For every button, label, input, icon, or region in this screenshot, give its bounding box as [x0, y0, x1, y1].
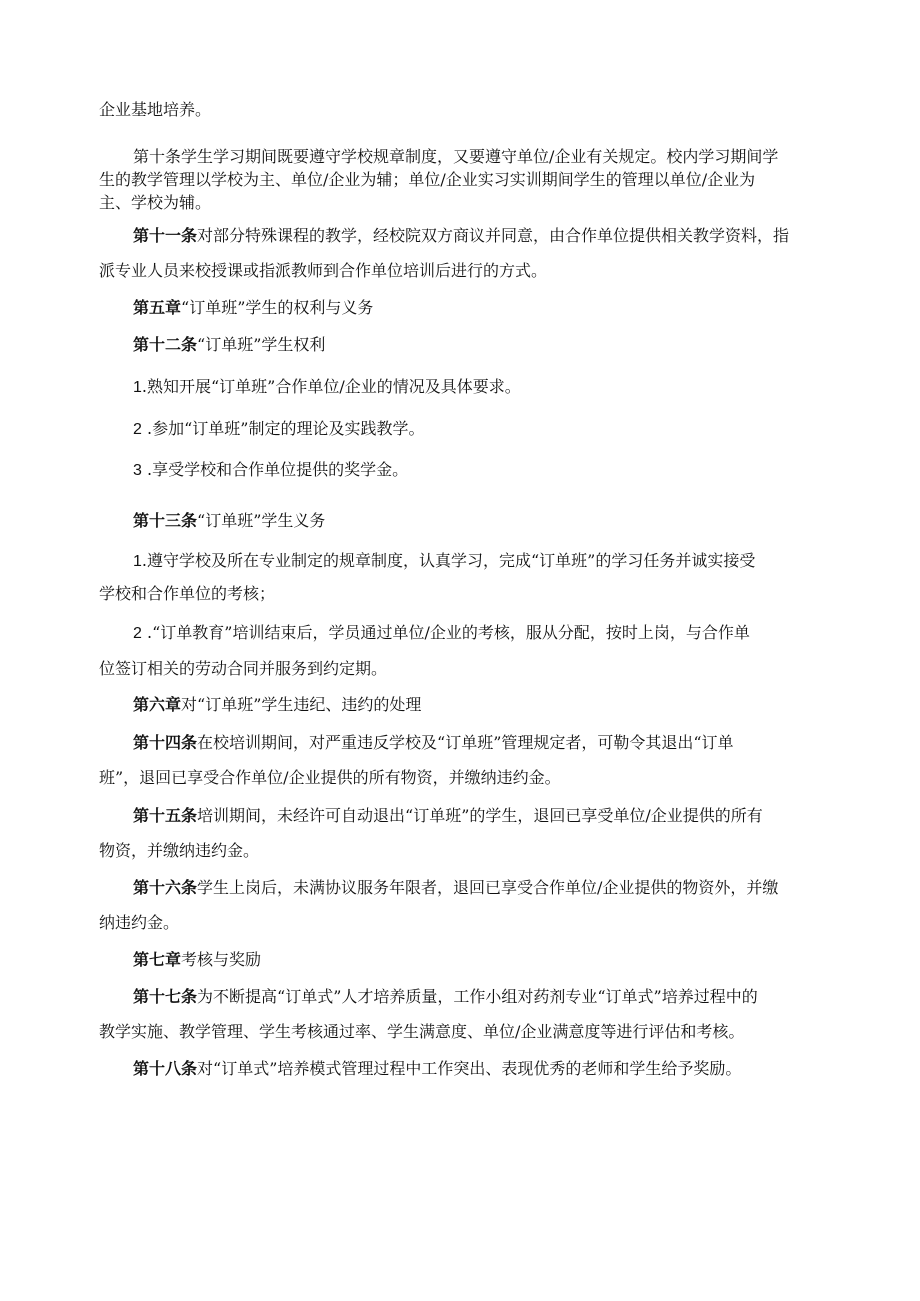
- text: 物资，并缴纳违约金。: [99, 841, 260, 860]
- article-15-line-1: [133, 806, 763, 826]
- text: .“订单教育”培训结束后，学员通过单位/企业的考核，服从分配，按时上岗，与合作单: [147, 623, 750, 642]
- chapter-5-heading: [133, 298, 373, 318]
- text: “订单班”学生的权利与义务: [181, 298, 374, 317]
- article-17-line-1: [133, 987, 758, 1007]
- chapter-label: 第五章: [133, 298, 182, 317]
- article-17-line-2: [99, 1022, 744, 1042]
- article-label: 第十五条: [133, 806, 198, 825]
- text: .遵守学校及所在专业制定的规章制度，认真学习，完成“订单班”的学习任务并诚实接受: [141, 551, 756, 570]
- chapter-6-heading: [133, 695, 421, 715]
- text: 班”，退回已享受合作单位/企业提供的所有物资，并缴纳违约金。: [99, 768, 561, 787]
- list-number: 2: [133, 421, 142, 438]
- text: 考核与奖励: [181, 950, 262, 969]
- text: .享受学校和合作单位提供的奖学金。: [147, 460, 409, 479]
- text: .熟知开展“订单班”合作单位/企业的情况及具体要求。: [141, 377, 521, 396]
- article-14-line-2: [99, 768, 561, 788]
- article-label: 第十七条: [133, 987, 198, 1006]
- article-13-heading: [133, 511, 325, 531]
- text: 对“订单班”学生违纪、违约的处理: [181, 695, 422, 714]
- paragraph-continuation: [99, 100, 211, 120]
- article-14-line-1: [133, 733, 734, 753]
- article-15-line-2: [99, 841, 259, 861]
- rights-item-1: [133, 377, 521, 398]
- article-label: 第十四条: [133, 733, 198, 752]
- chapter-label: 第七章: [133, 950, 182, 969]
- text: “订单班”学生义务: [197, 511, 326, 530]
- duty-item-2-line-1: [133, 623, 750, 644]
- article-10-line-3: [99, 193, 211, 213]
- text: .参加“订单班”制定的理论及实践教学。: [147, 419, 425, 438]
- article-10-line-2: [99, 170, 755, 190]
- duty-item-2-line-2: [99, 659, 387, 679]
- text: 第十条学生学习期间既要遵守学校规章制度，又要遵守单位/企业有关规定。校内学习期间学: [133, 147, 779, 166]
- list-number: 1: [133, 553, 142, 570]
- rights-item-3: [133, 460, 408, 481]
- article-label: 第十六条: [133, 878, 198, 897]
- text: 在校培训期间，对严重违反学校及“订单班”管理规定者，可勒令其退出“订单: [197, 733, 734, 752]
- article-label: 第十二条: [133, 335, 198, 354]
- article-label: 第十八条: [133, 1059, 198, 1078]
- text: 生的教学管理以学校为主、单位/企业为辅；单位/企业实习实训期间学生的管理以单位/企业为: [99, 170, 756, 189]
- text: 学校和合作单位的考核；: [99, 584, 276, 603]
- article-11-line-2: [99, 261, 547, 281]
- article-16-line-1: [133, 878, 778, 898]
- duty-item-1-line-1: [133, 551, 755, 572]
- duty-item-1-line-2: [99, 584, 275, 604]
- chapter-7-heading: [133, 950, 261, 970]
- rights-item-2: [133, 419, 424, 440]
- list-number: 2: [133, 625, 142, 642]
- text: 纳违约金。: [99, 913, 180, 932]
- text: 主、学校为辅。: [99, 193, 212, 212]
- text: 教学实施、教学管理、学生考核通过率、学生满意度、单位/企业满意度等进行评估和考核。: [99, 1022, 745, 1041]
- article-16-line-2: [99, 913, 179, 933]
- list-number: 1: [133, 379, 142, 396]
- text: 培训期间，未经许可自动退出“订单班”的学生，退回已享受单位/企业提供的所有: [197, 806, 763, 825]
- text: 对“订单式”培养模式管理过程中工作突出、表现优秀的老师和学生给予奖励。: [197, 1059, 742, 1078]
- article-label: 第十三条: [133, 511, 198, 530]
- text: 为不断提高“订单式”人才培养质量，工作小组对药剂专业“订单式”培养过程中的: [197, 987, 758, 1006]
- text: 位签订相关的劳动合同并服务到约定期。: [99, 659, 388, 678]
- text: “订单班”学生权利: [197, 335, 326, 354]
- text: 学生上岗后，未满协议服务年限者，退回已享受合作单位/企业提供的物资外，并缴: [197, 878, 779, 897]
- article-11-line-1: [133, 226, 789, 246]
- text: 企业基地培养。: [99, 100, 212, 119]
- text: 派专业人员来校授课或指派教师到合作单位培训后进行的方式。: [99, 261, 548, 280]
- chapter-label: 第六章: [133, 695, 182, 714]
- article-10-line-1: [133, 147, 778, 167]
- article-18-line-1: [133, 1059, 741, 1079]
- text: 对部分特殊课程的教学，经校院双方商议并同意，由合作单位提供相关教学资料，指: [197, 226, 790, 245]
- list-number: 3: [133, 462, 142, 479]
- article-label: 第十一条: [133, 226, 198, 245]
- article-12-heading: [133, 335, 325, 355]
